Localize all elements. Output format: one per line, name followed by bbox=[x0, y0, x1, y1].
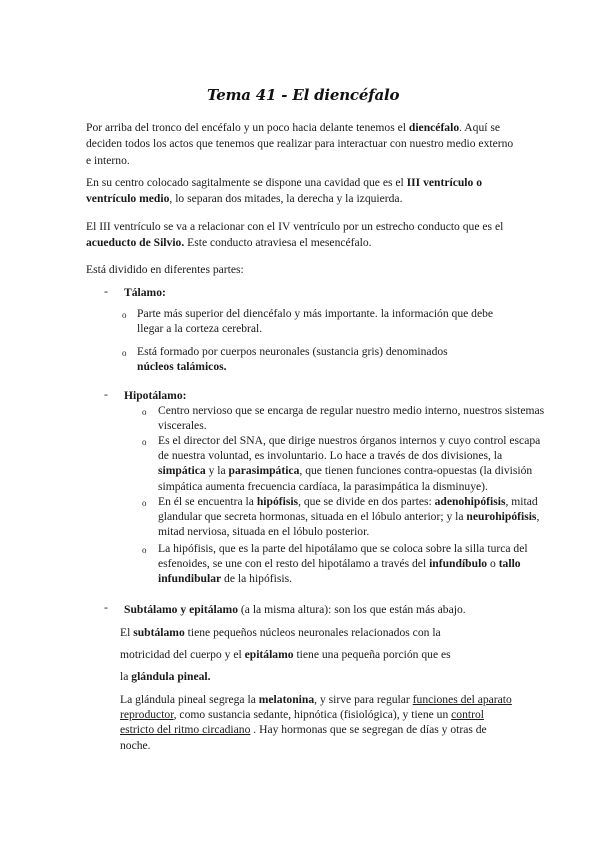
hipotalamo-item-4: La hipófisis, que es la parte del hipotálamo que se coloca sobre la silla turca del esfenoides, se une con el resto del hipotálamo a través del infundíbulo o tallo infundibular de la hipófisis. bbox=[158, 542, 528, 586]
term-melatonina: melatonina bbox=[258, 693, 315, 706]
term-glandula-pineal: glándula pineal. bbox=[131, 670, 211, 683]
section-heading-subtalamo: Subtálamo y epitálamo (a la misma altura): son los que están más abajo. bbox=[124, 603, 466, 616]
dash-bullet-hipotalamo: - bbox=[104, 387, 108, 401]
term-diencefalo: diencéfalo bbox=[408, 121, 460, 134]
talamo-item-2: Está formado por cuerpos neuronales (sustancia gris) denominados núcleos talámicos. bbox=[137, 345, 448, 374]
hipotalamo-item-2: Es el director del SNA, que dirige nuestros órganos internos y cuyo control escapa de nuestra voluntad, es involuntario. Lo hace a través de dos divisiones, la simpática y la parasimpática, que tienen funciones contra-opuestas (la división simpática aumenta frecuencia cardíaca, la parasimpática la disminuye). bbox=[158, 434, 541, 493]
term-acueducto-silvio: acueducto de Silvio. bbox=[86, 236, 185, 250]
term-nucleos-talamicos: núcleos talámicos. bbox=[137, 360, 227, 374]
circle-bullet: o bbox=[142, 498, 147, 508]
term-adenohipofisis: adenohipófisis bbox=[434, 495, 506, 508]
intro-paragraph-3: El III ventrículo se va a relacionar con el IV ventrículo por un estrecho conducto que es el acueducto de Silvio. Este conducto atraviesa el mesencéfalo. bbox=[86, 220, 504, 250]
underlined-funciones-reproductor: funciones del aparato reproductor bbox=[120, 693, 512, 722]
hipotalamo-item-3: En él se encuentra la hipófisis, que se divide en dos partes: adenohipófisis, mitad glandular que secreta hormonas, situada en el lóbulo anterior; y la neurohipófisis, mitad nerviosa, situada en el lóbulo posterior. bbox=[158, 495, 540, 539]
subtalamo-line-3: la glándula pineal. bbox=[120, 670, 211, 683]
circle-bullet: o bbox=[142, 545, 147, 555]
subtalamo-line-1: El subtálamo tiene pequeños núcleos neuronales relacionados con la bbox=[120, 626, 441, 639]
term-iii-ventriculo: III ventrículo o ventrículo medio bbox=[86, 176, 483, 206]
dash-bullet-subtalamo: - bbox=[104, 600, 108, 614]
pineal-paragraph: La glándula pineal segrega la melatonina, y sirve para regular funciones del aparato reproductor, como sustancia sedante, hipnótica (fisiológica), y tiene un control estricto del ritmo circadiano . Hay hormonas que se segregan de días y otras de noche. bbox=[120, 693, 512, 752]
intro-paragraph-1: Por arriba del tronco del encéfalo y un poco hacia delante tenemos el diencéfalo. Aquí se deciden todos los actos que tenemos que realizar para interactuar con nuestro medio externo e interno. bbox=[86, 121, 514, 167]
term-epitalamo: epitálamo bbox=[244, 648, 294, 661]
subtalamo-line-2: motricidad del cuerpo y el epitálamo tiene una pequeña porción que es bbox=[120, 648, 451, 661]
term-neurohipofisis: neurohipófisis bbox=[466, 510, 537, 524]
circle-bullet: o bbox=[142, 437, 147, 447]
intro-paragraph-2: En su centro colocado sagitalmente se dispone una cavidad que es el III ventrículo o ventrículo medio, lo separan dos mitades, la derecha y la izquierda. bbox=[86, 176, 483, 206]
talamo-item-1: Parte más superior del diencéfalo y más importante. la información que debe llegar a la corteza cerebral. bbox=[137, 307, 494, 336]
term-hipofisis: hipófisis bbox=[256, 495, 299, 508]
term-infundibulo: infundíbulo bbox=[429, 557, 488, 571]
circle-bullet: o bbox=[122, 348, 127, 358]
dash-bullet-talamo: - bbox=[104, 284, 108, 298]
term-parasimpatica: parasimpática bbox=[228, 464, 300, 478]
intro-paragraph-4: Está dividido en diferentes partes: bbox=[86, 263, 244, 276]
page-title: Tema 41 - El diencéfalo bbox=[207, 86, 400, 104]
term-simpatica: simpática bbox=[158, 464, 206, 478]
circle-bullet: o bbox=[142, 407, 147, 417]
section-heading-talamo: Tálamo: bbox=[124, 286, 166, 299]
term-subtalamo: subtálamo bbox=[133, 626, 185, 639]
term-tallo-infundibular: tallo infundibular bbox=[158, 557, 521, 586]
hipotalamo-item-1: Centro nervioso que se encarga de regular nuestro medio interno, nuestros sistemas viscerales. bbox=[158, 404, 545, 433]
section-heading-hipotalamo: Hipotálamo: bbox=[124, 389, 187, 402]
circle-bullet: o bbox=[122, 310, 127, 320]
underlined-ritmo-circadiano: control estricto del ritmo circadiano bbox=[120, 708, 484, 737]
